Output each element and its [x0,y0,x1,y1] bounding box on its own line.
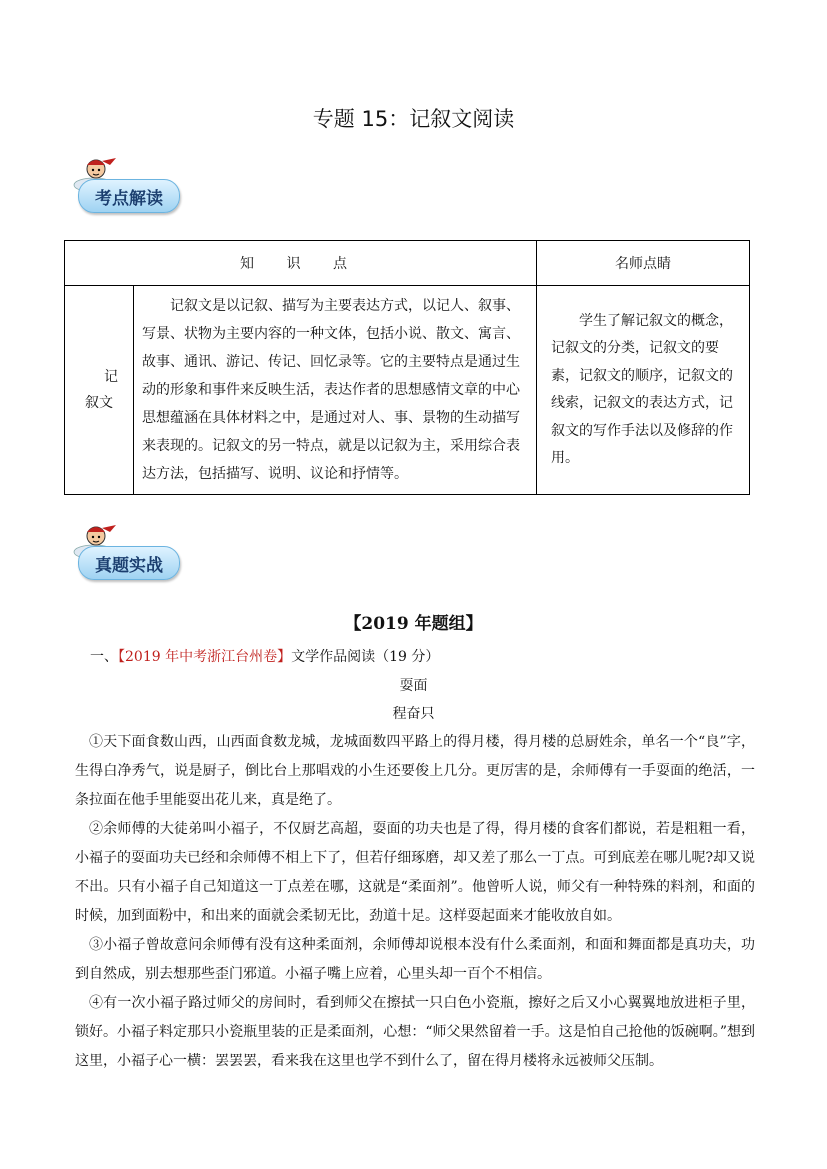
kaodian-label: 考点解读 [95,189,163,209]
zhenti-pill [78,546,180,580]
paragraph: ④有一次小福子路过师父的房间时，看到师父在擦拭一只白色小瓷瓶，擦好之后又小心翼翼地放进柜子里，锁好。小福子料定那只小瓷瓶里装的正是柔面剂，心想：“师父果然留着一手。这是怕自己抢他的饭碗啊。”想到这里，小福子心一横：罢罢罢，看来我在这里也学不到什么了，留在得月楼将永远被师父压制。 [75,995,755,1069]
page-title: 专题 15：记叙文阅读 [312,107,515,131]
kaodian-badge [72,155,182,220]
category-line-1: 记 [104,369,118,385]
paragraph: ②余师傅的大徒弟叫小福子，不仅厨艺高超，耍面的功夫也是了得，得月楼的食客们都说，若是粗粗一看，小福子的耍面功夫已经和余师傅不相上下了，但若仔细琢磨，却又差了那么一丁点。可到底差在哪儿呢?却又说不出。只有小福子自己知道这一丁点差在哪，这就是“柔面剂”。他曾听人说，师父有一种特殊的料剂，和面的时候，加到面粉中，和出来的面就会柔韧无比，劲道十足。这样耍起面来才能收放自如。 [75,821,755,924]
article-title: 耍面 [399,678,428,694]
question-line [90,646,439,666]
group-title: 【2019 年题组】 [344,614,483,634]
article-author: 程奋只 [392,706,435,722]
table-category [65,286,134,495]
table-header-tip: 名师点睛 [537,241,750,286]
zhenti-label: 真题实战 [95,556,163,576]
question-text: 文学作品阅读（19 分） [291,649,440,665]
table-header-knowledge: 知 识 点 [65,241,537,286]
zhenti-badge [72,522,182,587]
paragraph: ①天下面食数山西，山西面食数龙城，龙城面数四平路上的得月楼，得月楼的总厨姓余，单名一个“良”字，生得白净秀气，说是厨子，倒比台上那唱戏的小生还要俊上几分。更厉害的是，余师傅有一手耍面的绝活，一条拉面在他手里能耍出花儿来，真是绝了。 [75,734,755,808]
table-body-text: 记叙文是以记叙、描写为主要表达方式，以记人、叙事、写景、状物为主要内容的一种文体，包括小说、散文、寓言、故事、通讯、游记、传记、回忆录等。它的主要特点是通过生动的形象和事件来反映生活，表达作者的思想感情文章的中心思想蕴涵在具体材料之中，是通过对人、事、景物的生动描写来表现的。记叙文的另一特点，就是以记叙为主，采用综合表达方法，包括描写、说明、议论和抒情等。 [134,286,537,495]
paragraph: ③小福子曾故意问余师傅有没有这种柔面剂，余师傅却说根本没有什么柔面剂，和面和舞面都是真功夫，功到自然成，别去想那些歪门邪道。小福子嘴上应着，心里头却一百个不相信。 [75,937,755,982]
question-source: 【2019 年中考浙江台州卷】 [118,649,292,665]
question-prefix: 一、 [90,649,118,665]
category-line-2: 叙文 [85,395,113,411]
kaodian-pill [78,179,180,213]
knowledge-table [64,240,750,495]
table-tip-text: 学生了解记叙文的概念，记叙文的分类，记叙文的要素，记叙文的顺序，记叙文的线索，记叙文的表达方式，记叙文的写作手法以及修辞的作用。 [537,286,750,495]
article-body [75,728,755,1076]
